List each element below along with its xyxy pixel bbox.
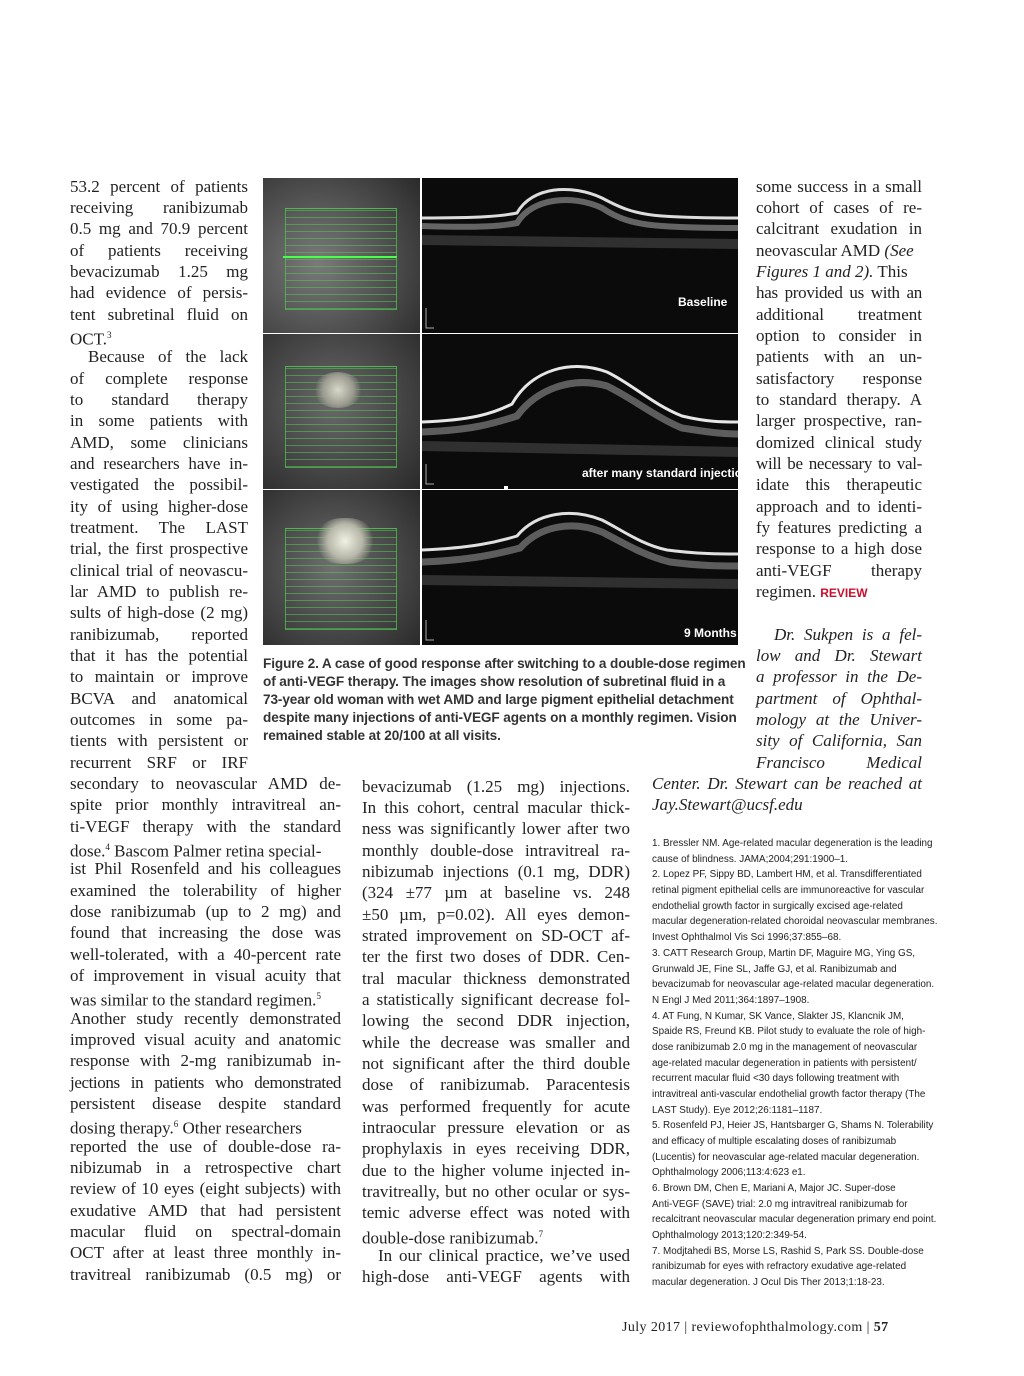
text-span: OCT. <box>70 329 107 349</box>
oct-scan-9-months <box>422 490 738 645</box>
footer-separator: | <box>684 1320 688 1335</box>
text-span: dosing therapy. <box>70 1118 174 1138</box>
text-line: larger prospective, ran- <box>756 411 922 430</box>
reference-line: and efficacy of multiple escalating doses of ranibizumab <box>652 1136 897 1147</box>
reference-line: Grunwald JE, Fine SL, Jaffe GJ, et al. Ranibizumab and <box>652 964 897 975</box>
text-line: approach and to identi- <box>756 497 922 516</box>
reference-line: N Engl J Med 2011;364:1897–1908. <box>652 995 810 1006</box>
page-number: 57 <box>873 1320 889 1335</box>
text-line: cohort of cases of re- <box>756 198 922 217</box>
reference-line: recalcitrant neovascular macular degeneration primary end point. <box>652 1214 937 1225</box>
oct-scan-baseline <box>422 178 738 333</box>
text-line: nibizumab in a retrospective chart <box>70 1158 341 1177</box>
reference-line: Ophthalmology 2013;120:2:349-54. <box>652 1230 807 1241</box>
citation-sup: 4 <box>105 842 110 852</box>
fundus-image-standard <box>263 334 420 489</box>
text-line: secondary to neovascular AMD de- <box>70 774 341 793</box>
text-line: intraocular pressure elevation or as <box>362 1118 630 1137</box>
fundus-image-baseline <box>263 178 420 333</box>
reference-line: intravitreal anti-vascular endothelial growth factor therapy (The <box>652 1089 926 1100</box>
label-standard-injections: after many standard injections <box>582 466 757 480</box>
bio-line: a professor in the De- <box>756 667 922 686</box>
text-line <box>756 240 914 261</box>
citation-sup: 3 <box>107 330 112 340</box>
text-line: ti-VEGF therapy with the standard <box>70 817 341 836</box>
reference-line: ranibizumab for eyes with refractory exudative age-related <box>652 1261 907 1272</box>
reference-line: Invest Ophthalmol Vis Sci 1996;37:855–68. <box>652 932 842 943</box>
text-line: was performed frequently for acute <box>362 1097 630 1116</box>
text-line: dose of ranibizumab. Paracentesis <box>362 1075 630 1094</box>
reference-line: 2. Lopez PF, Sippy BD, Lambert HM, et al. Transdifferentiated <box>652 869 922 880</box>
text-line: recurrent SRF or IRF <box>70 753 248 772</box>
text-line: trial, the first prospective <box>70 539 248 558</box>
reference-line: age-related macular degeneration in patients with persistent/ <box>652 1058 917 1069</box>
reference-line: retinal pigment epithelial cells are immunoreactive for vascular <box>652 885 925 896</box>
text-line: satisfactory response <box>756 369 922 388</box>
text-span: (See <box>880 241 914 260</box>
text-line: tent subretinal fluid on <box>70 305 248 324</box>
text-line: will be necessary to val- <box>756 454 922 473</box>
lesion <box>313 372 363 408</box>
oct-scan-standard <box>422 334 757 489</box>
reference-line: 7. Modjtahedi BS, Morse LS, Rashid S, Park SS. Double-dose <box>652 1246 924 1257</box>
text-line: high-dose anti-VEGF agents with <box>362 1267 630 1286</box>
text-line: response with 2-mg ranibizumab in- <box>70 1051 341 1070</box>
text-line: In this cohort, central macular thick- <box>362 798 630 817</box>
text-line: 53.2 percent of patients <box>70 177 248 196</box>
caption-line: of anti-VEGF therapy. The images show resolution of subretinal fluid in a <box>263 674 726 689</box>
text-line: In our clinical practice, we’ve used <box>378 1246 630 1265</box>
bio-line: sity of California, San <box>756 731 922 750</box>
reference-line: 3. CATT Research Group, Martin DF, Maguire MG, Ying GS, <box>652 948 916 959</box>
bio-line: Dr. Sukpen is a fel- <box>774 625 922 644</box>
text-line: well-tolerated, with a 40-percent rate <box>70 945 341 964</box>
text-line: to standard therapy. A <box>756 390 922 409</box>
text-line: and researchers have in- <box>70 454 248 473</box>
text-line: of patients receiving <box>70 241 248 260</box>
text-line: treatment. The LAST <box>70 518 248 537</box>
text-span: neovascular AMD <box>756 241 881 260</box>
caption-line: remained stable at 20/100 at all visits. <box>263 728 501 743</box>
review-mark: REVIEW <box>820 586 868 600</box>
reference-line: macular degeneration. J Ocul Dis Ther 2013;1:18-23. <box>652 1277 885 1288</box>
caption-line: Figure 2. A case of good response after switching to a double-dose regimen <box>263 656 746 671</box>
text-line: exudative AMD that had persistent <box>70 1201 341 1220</box>
text-line: that it has the potential <box>70 646 248 665</box>
text-line: to maintain or improve <box>70 667 248 686</box>
text-line: travitreal ranibizumab (0.5 mg) or <box>70 1265 341 1284</box>
reference-line: 6. Brown DM, Chen E, Mariani A, Major JC. Super-dose <box>652 1183 896 1194</box>
text-line: bevacizumab 1.25 mg <box>70 262 248 281</box>
text-line: persistent disease despite standard <box>70 1094 341 1113</box>
reference-line: bevacizumab for neovascular age-related macular degeneration. <box>652 979 935 990</box>
reference-line: 4. AT Fung, N Kumar, SK Vance, Slakter JS, Klancnik JM, <box>652 1011 904 1022</box>
reference-line: cause of blindness. JAMA;2004;291:1900–1. <box>652 854 848 865</box>
citation-sup: 7 <box>538 1229 544 1239</box>
text-line: some success in a small <box>756 177 922 196</box>
text-line: ter the first two doses of DDR. Cen- <box>362 947 630 966</box>
text-line: domized clinical study <box>756 433 922 452</box>
reference-line: 1. Bressler NM. Age-related macular degeneration is the leading <box>652 838 933 849</box>
text-line: patients with an un- <box>756 347 922 366</box>
text-line: tral macular thickness demonstrated <box>362 969 630 988</box>
text-line: BCVA and anatomical <box>70 689 248 708</box>
reference-line: 5. Rosenfeld PJ, Heier JS, Hantsbarger G, Shams N. Tolerability <box>652 1120 934 1131</box>
text-line: due to the higher volume injected in- <box>362 1161 630 1180</box>
text-span: Figures 1 and 2). <box>756 262 874 281</box>
text-line: vestigated the possibil- <box>70 475 248 494</box>
text-line: not significant after the third double <box>362 1054 630 1073</box>
text-line: 0.5 mg and 70.9 percent <box>70 219 248 238</box>
text-line: lowing the second DDR injection, <box>362 1011 630 1030</box>
bio-line: Center. Dr. Stewart can be reached at <box>652 774 922 793</box>
text-line: bevacizumab (1.25 mg) injections. <box>362 777 630 796</box>
text-line: response to a high dose <box>756 539 922 558</box>
text-line: ist Phil Rosenfeld and his colleagues <box>70 859 341 878</box>
text-line: travitreally, but no other ocular or sys- <box>362 1182 630 1201</box>
text-line: ranibizumab, reported <box>70 625 248 644</box>
caption-line: 73-year old woman with wet AMD and large pigment epithelial detachment <box>263 692 734 707</box>
text-line: prophylaxis in eyes receiving DDR, <box>362 1139 630 1158</box>
fundus-image-9-months <box>263 490 420 645</box>
text-line: dose ranibizumab (up to 2 mg) and <box>70 902 341 921</box>
text-line <box>756 581 868 604</box>
text-span: dose. <box>70 841 106 861</box>
scan-grid <box>285 208 397 310</box>
text-span: Bascom Palmer retina special- <box>109 841 322 861</box>
bio-line: Francisco Medical <box>756 753 922 772</box>
reference-line: Anti-VEGF (SAVE) trial: 2.0 mg intravitreal ranibizumab for <box>652 1199 908 1210</box>
text-span: regimen. <box>756 582 816 601</box>
oct-layers <box>422 490 738 645</box>
scan-line <box>283 256 397 258</box>
reference-line: dose ranibizumab 2.0 mg in the management of neovascular <box>652 1042 918 1053</box>
text-line: improved visual acuity and anatomic <box>70 1030 341 1049</box>
text-line: option to consider in <box>756 326 922 345</box>
lesion <box>315 518 375 564</box>
text-line: in some patients with <box>70 411 248 430</box>
text-line: anti-VEGF therapy <box>756 561 922 580</box>
text-line: Because of the lack <box>88 347 248 366</box>
text-line: (324 ±77 µm at baseline vs. 248 <box>362 883 630 902</box>
text-line: outcomes in some pa- <box>70 710 248 729</box>
footer-separator: | <box>866 1320 870 1335</box>
text-line: lar AMD to publish re- <box>70 582 248 601</box>
text-line: Another study recently demonstrated <box>70 1009 341 1028</box>
reference-line: LAST Study). Eye 2012;26:1181–1187. <box>652 1105 823 1116</box>
reference-line: recurrent macular fluid <30 days following treatment with <box>652 1073 900 1084</box>
text-line: while the decrease was smaller and <box>362 1033 630 1052</box>
bio-line: low and Dr. Stewart <box>756 646 922 665</box>
reference-line: endothelial growth factor in surgically excised age-related <box>652 901 903 912</box>
text-span: was similar to the standard regimen. <box>70 990 317 1010</box>
text-line: idate this therapeutic <box>756 475 922 494</box>
text-line: AMD, some clinicians <box>70 433 248 452</box>
caption-line: despite many injections of anti-VEGF agents on a monthly regimen. Vision <box>263 710 737 725</box>
author-email[interactable]: Jay.Stewart@ucsf.edu <box>652 795 803 814</box>
text-span: This <box>873 262 908 281</box>
text-line: tients with persistent or <box>70 731 248 750</box>
text-line: has provided us with an <box>756 283 922 302</box>
reference-line: macular degeneration-related choroidal neovascular membranes. <box>652 916 938 927</box>
footer-site[interactable]: reviewofophthalmology.com <box>691 1320 863 1335</box>
reference-line: (Lucentis) for neovascular age-related macular degeneration. <box>652 1152 920 1163</box>
text-span: Other researchers <box>178 1118 302 1138</box>
text-line: fy features predicting a <box>756 518 922 537</box>
text-line: temic adverse effect was noted with <box>362 1203 630 1222</box>
text-line: ±50 µm, p=0.02). All eyes demon- <box>362 905 630 924</box>
text-line: review of 10 eyes (eight subjects) with <box>70 1179 341 1198</box>
citation-sup: 6 <box>173 1119 179 1129</box>
oct-layers <box>422 178 738 333</box>
text-line: nibizumab injections (0.1 mg, DDR) <box>362 862 630 881</box>
text-line: of complete response <box>70 369 248 388</box>
text-line: had evidence of persis- <box>70 283 248 302</box>
reference-line: Ophthalmology 2006;113:4:623 e1. <box>652 1167 806 1178</box>
text-line: ness was significantly lower after two <box>362 819 630 838</box>
text-line: reported the use of double-dose ra- <box>70 1137 341 1156</box>
text-line: sults of high-dose (2 mg) <box>70 603 248 622</box>
text-line: receiving ranibizumab <box>70 198 248 217</box>
bio-line: mology at the Univer- <box>756 710 922 729</box>
text-line: clinical trial of neovascu- <box>70 561 248 580</box>
footer-date: July 2017 <box>622 1320 681 1335</box>
label-baseline: Baseline <box>678 295 728 309</box>
text-line: ity of using higher-dose <box>70 497 248 516</box>
text-line: examined the tolerability of higher <box>70 881 341 900</box>
text-line <box>756 261 908 282</box>
text-line: calcitrant exudation in <box>756 219 922 238</box>
text-line: a statistically significant decrease fol- <box>362 990 630 1009</box>
text-line: additional treatment <box>756 305 922 324</box>
label-9-months: 9 Months <box>684 626 737 640</box>
bio-line: partment of Ophthal- <box>756 689 922 708</box>
text-line: found that increasing the dose was <box>70 923 341 942</box>
text-line: OCT after at least three monthly in- <box>70 1243 341 1262</box>
text-line: monthly double-dose intravitreal ra- <box>362 841 630 860</box>
page-footer <box>622 1320 889 1336</box>
text-span: double-dose ranibizumab. <box>362 1228 539 1248</box>
text-line: to standard therapy <box>70 390 248 409</box>
citation-sup: 5 <box>316 991 321 1001</box>
text-line: jections in patients who demonstrated <box>70 1073 341 1092</box>
reference-line: Spaide RS, Freund KB. Pilot study to evaluate the role of high- <box>652 1026 926 1037</box>
text-line: strated improvement on SD-OCT af- <box>362 926 630 945</box>
text-line: macular fluid on spectral-domain <box>70 1222 341 1241</box>
text-line: of improvement in visual acuity that <box>70 966 341 985</box>
text-line: spite prior monthly intravitreal an- <box>70 795 341 814</box>
